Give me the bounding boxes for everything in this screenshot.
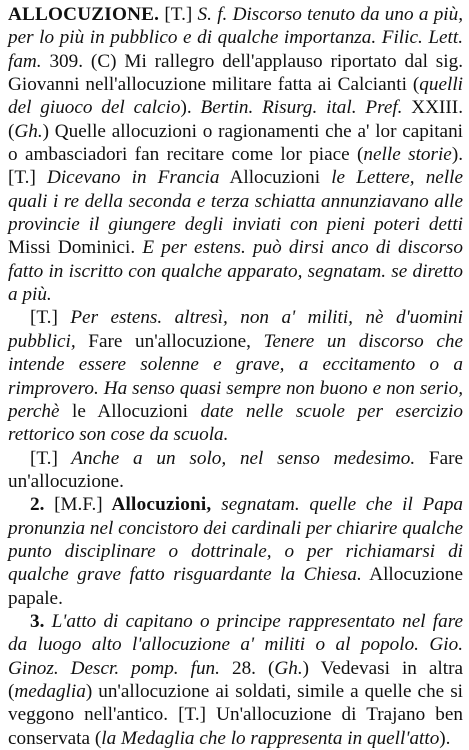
citation-text: 28. ( <box>219 657 275 679</box>
example-term: Fare un'allocuzione. <box>8 447 464 492</box>
entry-main-paragraph <box>8 3 463 306</box>
definition-text: S. f. Discorso tenuto da uno a più, per lo più in pubblico e di qualche importanza. Filic. Lett. fam. <box>8 4 464 72</box>
gloss-text: la Medaglia che lo rappresenta in quell'atto <box>101 727 440 749</box>
citation-text: ). <box>180 97 201 119</box>
source-abbrev: Gh. <box>274 657 303 679</box>
source-reference: Bertin. Risurg. ital. Pref. <box>200 97 403 119</box>
register-tag: [T.] <box>30 447 58 469</box>
register-tag: [T.] <box>164 4 193 25</box>
sense-3-paragraph <box>8 610 463 750</box>
example-term: le Allocuzioni <box>59 400 201 422</box>
sense-number: 2. <box>30 494 45 516</box>
example-term: Allocuzione papale. <box>8 564 464 609</box>
sense-single-paragraph <box>8 447 463 494</box>
citation-text: ) Vedevasi in altra ( <box>8 657 463 702</box>
definition-text: le Lettere, nelle quali i re della seconda e terza schiatta annunziavano alle provincie il giungere degli inviati con pieni poteri detti <box>8 167 464 236</box>
citation-text: ) Quelle allocuzioni o ragionamenti che a' lor capitani o ambasciadori fan recitare come lor piace ( <box>8 120 463 166</box>
definition-text: Per estens. altresì, non a' militi, nè d'uomini pubblici, <box>8 307 463 352</box>
definition-text: L'atto di capitano o principe rappresentato nel fare da luogo alto l'allocuzione a' militi o al popolo. Gio. Ginoz. Descr. pomp. fun. <box>8 610 463 679</box>
definition-text: E per estens. può dirsi anco di discorso fatto in iscritto con qualche apparato, segnatam. se diretto a più. <box>8 237 463 306</box>
gloss-text: nelle storie <box>363 144 452 166</box>
citation-text: XXIII. ( <box>8 97 463 142</box>
example-term: Missi Dominici. <box>8 237 143 259</box>
gloss-text: quelli del giuoco del calcio <box>8 74 463 119</box>
citation-text: ) un'allocuzione ai soldati, simile a quelle che si veggono nell'antico. [T.] Un'allocuzione di Trajano ben conservata ( <box>8 680 463 749</box>
citation-text: 309. (C) Mi rallegro dell'applauso riportato dal sig. Giovanni nell'allocuzione militare fatta ai Calcianti ( <box>8 50 463 96</box>
source-abbrev: Gh. <box>14 120 43 142</box>
definition-text: date nelle scuole per esercizio rettorico son cose da scuola. <box>8 400 463 446</box>
sense-number: 3. <box>30 610 45 632</box>
example-term: Allocuzioni <box>219 167 332 189</box>
gloss-text: medaglia <box>14 680 86 702</box>
example-term: Fare un'allocuzione, <box>75 330 264 352</box>
register-tag: [M.F.] <box>54 494 103 516</box>
sense-extension-paragraph <box>8 306 463 446</box>
definition-text: Tenere un discorso che intende essere solenne e grave, a eccitamento o a rimprovero. Ha senso quasi sempre non buono e non serio, perchè <box>8 330 463 422</box>
entry-headword: ALLOCUZIONE. <box>8 4 160 25</box>
sense-2-paragraph <box>8 493 463 610</box>
citation-text: ). <box>439 727 451 749</box>
definition-text: Dicevano in Francia <box>46 167 220 189</box>
sense-headword: Allocuzioni, <box>102 494 222 516</box>
register-tag: [T.] <box>30 307 58 329</box>
definition-text: segnatam. quelle che il Papa pronunzia nel concistoro dei cardinali per chiarire qualche punto disciplinare o dottrinale, o per richiamarsi di qualche grave fatto risguardante la Chiesa. <box>8 494 464 586</box>
definition-text: Anche a un solo, nel senso medesimo. <box>57 447 416 469</box>
register-tag: ). [T.] <box>8 144 464 189</box>
